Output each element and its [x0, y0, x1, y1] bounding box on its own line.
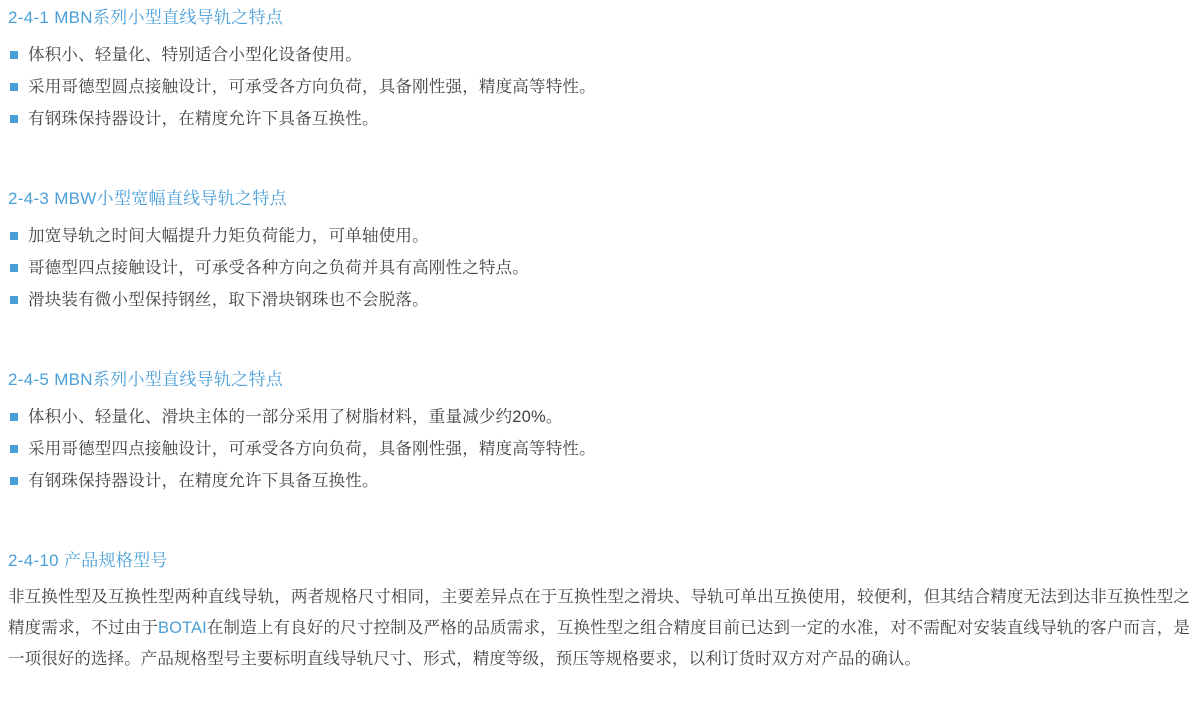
list-item-text: 有钢珠保持器设计，在精度允许下具备互换性。	[28, 472, 379, 490]
list-item-text: 体积小、轻量化、特别适合小型化设备使用。	[28, 46, 362, 64]
list-item	[8, 401, 1190, 433]
section-title: 2-4-5 MBN系列小型直线导轨之特点	[8, 370, 284, 389]
list-item-text: 滑块装有微小型保持钢丝，取下滑块钢珠也不会脱落。	[28, 291, 429, 309]
list-item-text: 有钢珠保持器设计，在精度允许下具备互换性。	[28, 110, 379, 128]
list-item	[8, 465, 1190, 497]
square-bullet-icon	[10, 413, 18, 421]
section-divider-spacer	[8, 173, 1190, 187]
section-title: 2-4-3 MBW小型宽幅直线导轨之特点	[8, 189, 287, 208]
list-item-text: 采用哥德型圆点接触设计，可承受各方向负荷，具备刚性强，精度高等特性。	[28, 78, 596, 96]
list-item-text: 哥德型四点接触设计，可承受各种方向之负荷并具有高刚性之特点。	[28, 259, 529, 277]
list-item	[8, 220, 1190, 252]
section-2-4-5	[8, 368, 1190, 497]
list-item	[8, 433, 1190, 465]
brand-name: BOTAI	[157, 619, 207, 637]
square-bullet-icon	[10, 477, 18, 485]
square-bullet-icon	[10, 445, 18, 453]
section-divider-spacer	[8, 354, 1190, 368]
list-item-text: 加宽导轨之时间大幅提升力矩负荷能力，可单轴使用。	[28, 227, 429, 245]
bullet-list	[8, 401, 1190, 497]
square-bullet-icon	[10, 232, 18, 240]
list-item	[8, 252, 1190, 284]
square-bullet-icon	[10, 296, 18, 304]
spec-paragraph	[8, 582, 1190, 675]
list-item	[8, 103, 1190, 135]
square-bullet-icon	[10, 51, 18, 59]
section-2-4-3	[8, 187, 1190, 316]
bullet-list	[8, 39, 1190, 135]
list-item-text: 采用哥德型四点接触设计，可承受各方向负荷，具备刚性强，精度高等特性。	[28, 440, 596, 458]
list-item	[8, 71, 1190, 103]
square-bullet-icon	[10, 264, 18, 272]
paragraph-text-part2: 在制造上有良好的尺寸控制及严格的品质需求，互换性型之组合精度目前已达到一定的水准，对不需配对安装直线导轨的客户而言，是一项很好的选择。产品规格型号主要标明直线导轨尺寸、形式，精度等级，预压等规格要求，以利订货时双方对产品的确认。	[8, 619, 1190, 668]
paragraph-text-part1: 非互换性型及互换性型两种直线导轨，两者规格尺寸相同，主要差异点在于互换性型之滑块、导轨可单出互换使用，较便利，但其结合精度无法到达非互换性型之精度需求，不过由于	[8, 588, 1190, 637]
section-title: 2-4-1 MBN系列小型直线导轨之特点	[8, 8, 284, 27]
section-2-4-1	[8, 6, 1190, 135]
list-item-text: 体积小、轻量化、滑块主体的一部分采用了树脂材料，重量减少约20%。	[28, 408, 563, 426]
list-item	[8, 39, 1190, 71]
list-item	[8, 284, 1190, 316]
square-bullet-icon	[10, 83, 18, 91]
section-title: 2-4-10 产品规格型号	[8, 551, 168, 570]
section-divider-spacer	[8, 535, 1190, 549]
square-bullet-icon	[10, 115, 18, 123]
section-2-4-10	[8, 549, 1190, 675]
bullet-list	[8, 220, 1190, 316]
